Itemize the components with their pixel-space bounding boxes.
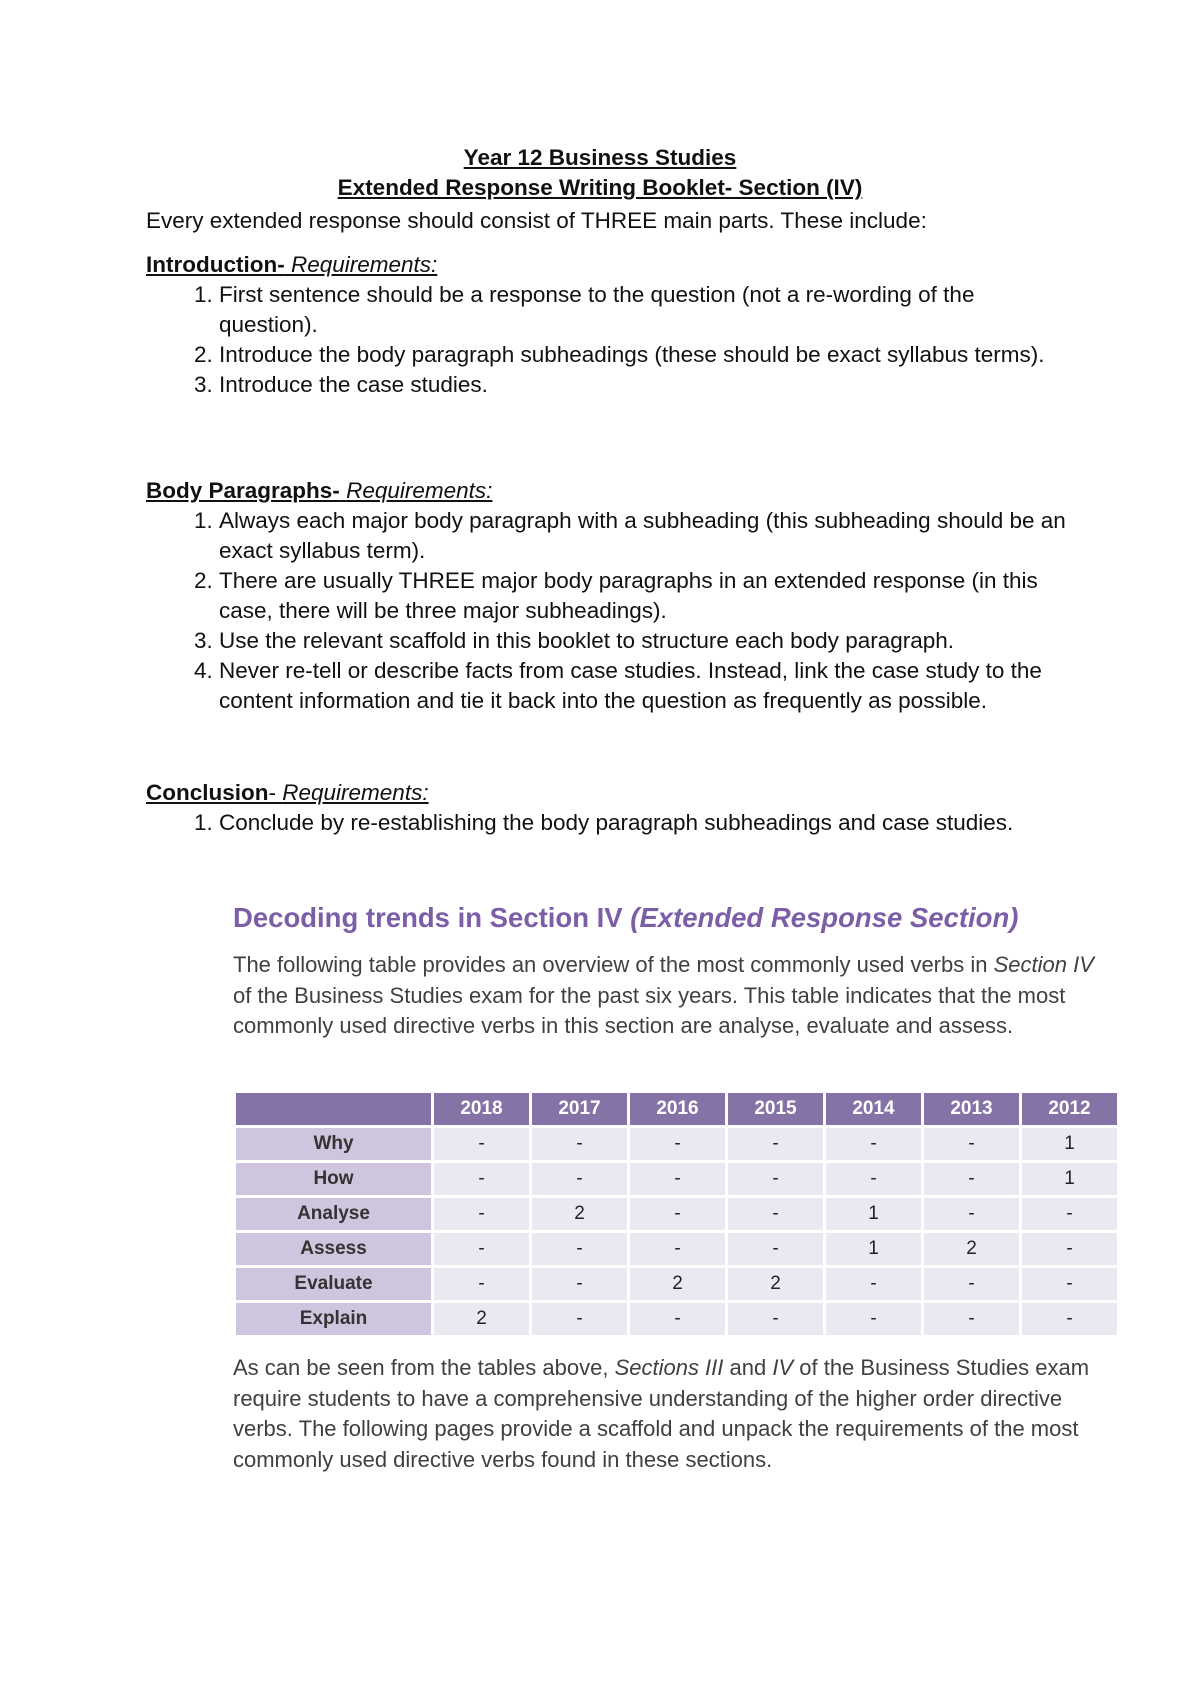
table-cell: -	[728, 1233, 823, 1265]
table-row	[236, 1163, 1117, 1195]
table-cell: -	[924, 1198, 1019, 1230]
table-cell: -	[728, 1128, 823, 1160]
table-cell: -	[532, 1268, 627, 1300]
table-row	[236, 1303, 1117, 1335]
table-cell: -	[826, 1163, 921, 1195]
verb-label: Evaluate	[236, 1268, 431, 1300]
year-header: 2013	[924, 1093, 1019, 1125]
verb-label: Why	[236, 1128, 431, 1160]
section-requirements-label: Requirements:	[346, 478, 493, 503]
para-italic-text: IV	[772, 1355, 794, 1380]
table-cell: -	[1022, 1233, 1117, 1265]
year-header: 2015	[728, 1093, 823, 1125]
heading-main: Decoding trends in Section IV	[233, 902, 631, 933]
table-cell: 1	[826, 1233, 921, 1265]
decoding-paragraph-2	[233, 1353, 1113, 1475]
table-cell: -	[630, 1233, 725, 1265]
table-cell: -	[826, 1268, 921, 1300]
table-cell: -	[1022, 1303, 1117, 1335]
document-subtitle: Extended Response Writing Booklet- Section (IV)	[337, 175, 863, 200]
section-name: Introduction-	[146, 252, 285, 277]
table-cell: 1	[1022, 1163, 1117, 1195]
requirements-list	[146, 506, 1066, 716]
section-heading	[146, 476, 1066, 506]
year-header: 2016	[630, 1093, 725, 1125]
document-title: Year 12 Business Studies	[463, 145, 737, 170]
table-cell: -	[630, 1303, 725, 1335]
table-cell: -	[630, 1128, 725, 1160]
decoding-heading	[233, 902, 1018, 934]
verb-label: How	[236, 1163, 431, 1195]
list-item: 3. Introduce the case studies.	[219, 370, 1066, 400]
verb-label: Explain	[236, 1303, 431, 1335]
list-item: 2. There are usually THREE major body paragraphs in an extended response (in this case, there will be three major subheadings).	[219, 566, 1066, 626]
table-cell: 1	[1022, 1128, 1117, 1160]
verb-label: Analyse	[236, 1198, 431, 1230]
table-cell: 2	[434, 1303, 529, 1335]
table-cell: -	[728, 1198, 823, 1230]
section-separator: -	[268, 780, 283, 805]
list-item: 2. Introduce the body paragraph subheadings (these should be exact syllabus terms).	[219, 340, 1066, 370]
table-cell: -	[1022, 1198, 1117, 1230]
table-cell: -	[434, 1128, 529, 1160]
para-text: As can be seen from the tables above,	[233, 1355, 615, 1380]
table-row	[236, 1198, 1117, 1230]
table-cell: 2	[728, 1268, 823, 1300]
table-cell: -	[924, 1303, 1019, 1335]
section-name: Conclusion	[146, 780, 269, 805]
table-cell: -	[532, 1303, 627, 1335]
year-header: 2018	[434, 1093, 529, 1125]
para-italic-text: Section IV	[993, 952, 1094, 977]
directive-verbs-table	[233, 1090, 1120, 1338]
introduction-section	[146, 250, 1066, 400]
table-cell: -	[924, 1128, 1019, 1160]
table-cell: 1	[826, 1198, 921, 1230]
table-cell: 2	[630, 1268, 725, 1300]
table-row	[236, 1233, 1117, 1265]
verb-label: Assess	[236, 1233, 431, 1265]
list-item: 1. First sentence should be a response to the question (not a re-wording of the question).	[219, 280, 1066, 340]
list-item: 3. Use the relevant scaffold in this booklet to structure each body paragraph.	[219, 626, 1066, 656]
table-cell: -	[532, 1163, 627, 1195]
section-heading	[146, 778, 1066, 808]
table-row	[236, 1268, 1117, 1300]
para-text: The following table provides an overview of the most commonly used verbs in	[233, 952, 994, 977]
para-italic-text: Sections III	[614, 1355, 724, 1380]
table-cell: -	[1022, 1268, 1117, 1300]
body-paragraphs-section	[146, 476, 1066, 716]
table-cell: -	[630, 1163, 725, 1195]
section-requirements-label: Requirements:	[290, 252, 438, 277]
heading-italic: (Extended Response Section)	[630, 902, 1019, 933]
para-text: of the Business Studies exam for the past six years. This table indicates that the most commonly used directive verbs in this section are analyse, evaluate and assess.	[233, 982, 1066, 1038]
section-requirements-label: Requirements:	[282, 780, 429, 805]
requirements-list	[146, 808, 1066, 838]
table-corner-cell	[236, 1093, 431, 1125]
section-heading	[146, 250, 1066, 280]
list-item: 1. Conclude by re-establishing the body paragraph subheadings and case studies.	[219, 808, 1066, 838]
table-cell: -	[434, 1163, 529, 1195]
decoding-paragraph-1	[233, 950, 1113, 1042]
table-cell: -	[826, 1303, 921, 1335]
table-cell: -	[434, 1198, 529, 1230]
table-cell: -	[434, 1233, 529, 1265]
table-cell: -	[924, 1268, 1019, 1300]
year-header: 2017	[532, 1093, 627, 1125]
table-header-row	[236, 1093, 1117, 1125]
year-header: 2014	[826, 1093, 921, 1125]
table-cell: 2	[924, 1233, 1019, 1265]
intro-text: Every extended response should consist of THREE main parts. These include:	[146, 208, 927, 233]
table-cell: -	[924, 1163, 1019, 1195]
table-cell: -	[532, 1233, 627, 1265]
year-header: 2012	[1022, 1093, 1117, 1125]
table-cell: -	[728, 1303, 823, 1335]
list-item: 4. Never re-tell or describe facts from case studies. Instead, link the case study to the content information and tie it back into the question as frequently as possible.	[219, 656, 1066, 716]
conclusion-section	[146, 778, 1066, 838]
section-name: Body Paragraphs-	[146, 478, 340, 503]
table-cell: -	[826, 1128, 921, 1160]
table-cell: -	[728, 1163, 823, 1195]
table-cell: -	[532, 1128, 627, 1160]
table-cell: 2	[532, 1198, 627, 1230]
table-cell: -	[630, 1198, 725, 1230]
table-row	[236, 1128, 1117, 1160]
requirements-list	[146, 280, 1066, 400]
list-item: 1. Always each major body paragraph with a subheading (this subheading should be an exact syllabus term).	[219, 506, 1066, 566]
table-cell: -	[434, 1268, 529, 1300]
para-text: and	[723, 1355, 773, 1380]
para-text: of the Business Studies exam require students to have a comprehensive understanding of the higher order directive verbs. The following pages provide a scaffold and unpack the requirements of the most commonly used directive verbs found in these sections.	[233, 1355, 1090, 1472]
